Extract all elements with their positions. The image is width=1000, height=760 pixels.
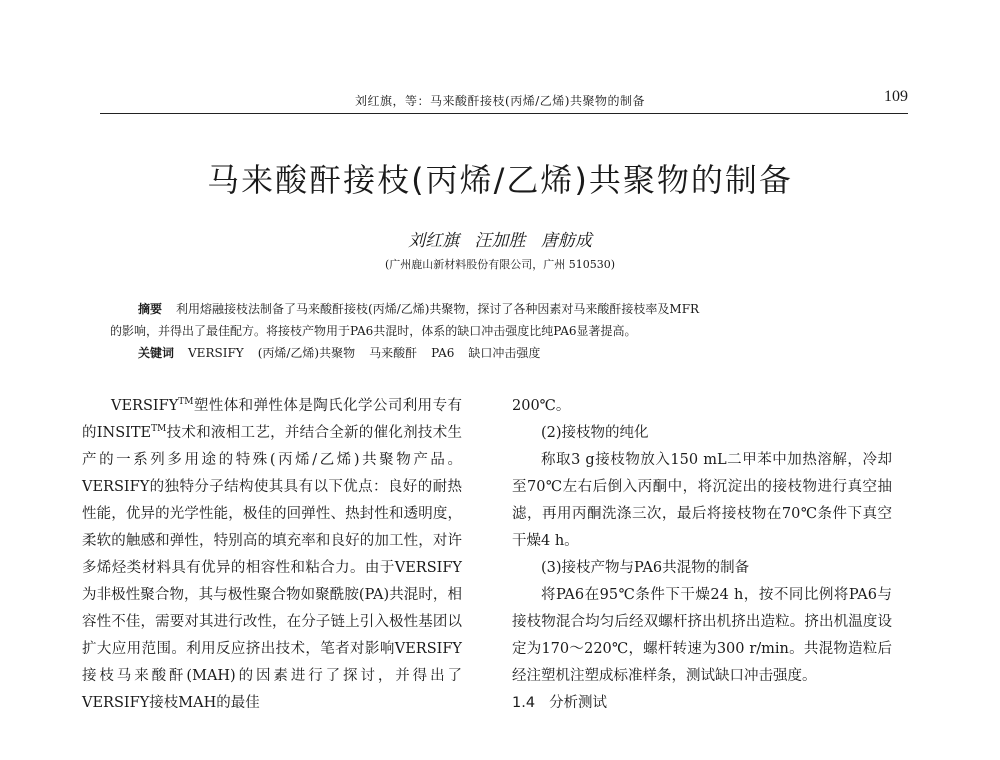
paper-title: 马来酸酐接枝(丙烯/乙烯)共聚物的制备 xyxy=(207,161,793,199)
keyword: (丙烯/乙烯)共聚物 xyxy=(257,346,356,360)
header-rule xyxy=(100,113,908,114)
trademark-mark: TM xyxy=(178,397,194,408)
running-head: 刘红旗，等：马来酸酐接枝(丙烯/乙烯)共聚物的制备 xyxy=(355,94,645,108)
author-list: 刘红旗 汪加胜 唐舫成 xyxy=(408,231,592,251)
section-title: 分析测试 xyxy=(549,695,608,711)
section-number: 1.4 xyxy=(512,695,536,711)
affiliation: (广州鹿山新材料股份有限公司，广州 510530) xyxy=(384,258,616,271)
abstract-block xyxy=(110,298,900,364)
keyword: VERSIFY xyxy=(188,346,244,360)
keywords-line xyxy=(110,342,900,364)
purification-heading: (2)接枝物的纯化 xyxy=(541,425,649,441)
section-heading xyxy=(512,690,892,717)
abstract-text-1: 利用熔融接枝法制备了马来酸酐接枝(丙烯/乙烯)共聚物，探讨了各种因素对马来酸酐接枝率及MFR xyxy=(176,302,700,316)
trademark-mark: TM xyxy=(151,424,167,435)
blend-prep-heading: (3)接枝产物与PA6共混物的制备 xyxy=(541,560,750,576)
page-number: 109 xyxy=(884,88,908,105)
purification-text: 称取3 g接枝物放入150 mL二甲苯中加热溶解，冷却至70℃左右后倒入丙酮中，将沉淀出的接枝物进行真空抽滤，再用丙酮洗涤三次，最后将接枝物在70℃条件下真空干燥4 h。 xyxy=(512,452,892,549)
keywords-label: 关键词 xyxy=(138,346,175,360)
abstract-line-1 xyxy=(110,298,900,320)
intro-prefix: VERSIFY xyxy=(111,398,179,414)
keyword: 马来酸酐 xyxy=(369,346,418,360)
abstract-label: 摘要 xyxy=(138,302,163,316)
blend-prep-text: 将PA6在95℃条件下干燥24 h，按不同比例将PA6与接枝物混合均匀后经双螺杆挤出机挤出造粒。挤出机温度设定为170～220℃，螺杆转速为300 r/min。共混物造粒后经注塑机注塑成标准样条，测试缺口冲击强度。 xyxy=(512,587,892,684)
right-column xyxy=(512,393,892,717)
left-column xyxy=(82,393,462,717)
carry-over-line: 200℃。 xyxy=(512,398,571,414)
intro-text-b: 技术和液相工艺，并结合全新的催化剂技术生产的一系列多用途的特殊(丙烯/乙烯)共聚物产品。VERSIFY的独特分子结构使其具有以下优点：良好的耐热性能，优异的光学性能，极佳的回弹性、热封性和透明度，柔软的触感和弹性，特别高的填充率和良好的加工性，对许多烯烃类材料具有优异的相容性和粘合力。由于VERSIFY为非极性聚合物，其与极性聚合物如聚酰胺(PA)共混时，相容性不佳，需要对其进行改性，在分子链上引入极性基团以扩大应用范围。利用反应挤出技术，笔者对影响VERSIFY接枝马来酸酐(MAH)的因素进行了探讨，并得出了VERSIFY接枝MAH的最佳 xyxy=(82,425,462,711)
keyword: 缺口冲击强度 xyxy=(468,346,541,360)
intro-paragraph xyxy=(82,393,462,717)
keyword: PA6 xyxy=(431,346,455,360)
intro-text-a: 塑性体和弹性体是陶氏化学公司利用专有的INSITE xyxy=(82,398,462,441)
abstract-line-2: 的影响，并得出了最佳配方。将接枝产物用于PA6共混时，体系的缺口冲击强度比纯PA6显著提高。 xyxy=(110,324,637,338)
